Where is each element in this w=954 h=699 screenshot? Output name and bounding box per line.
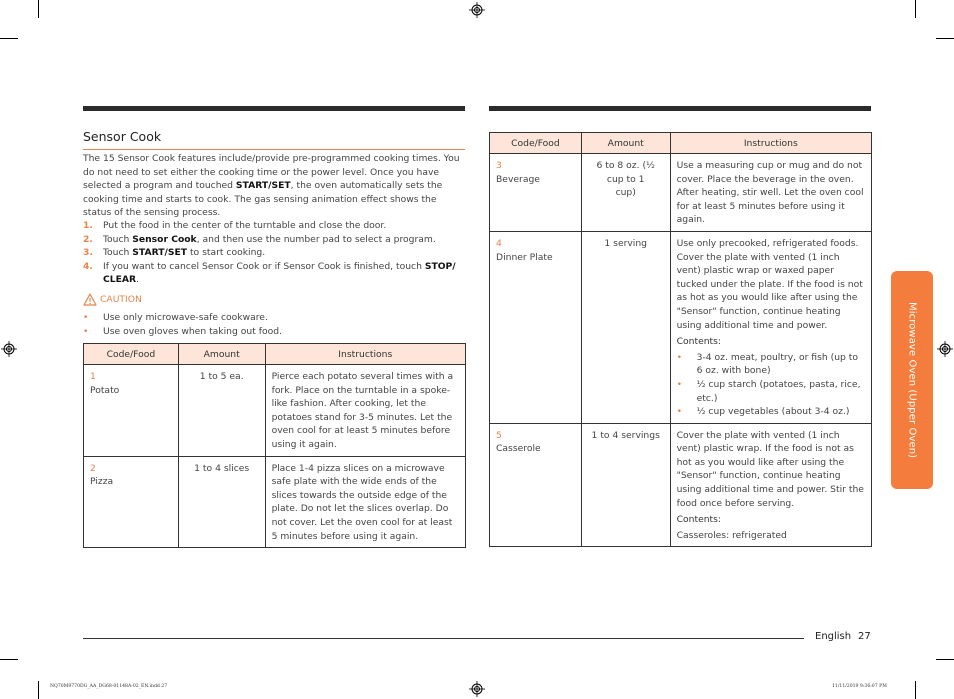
instructions-cell: Use only precooked, refrigerated foods. Cover the plate with vented (1 inch vent) plastic wrap or waxed paper tucked under the plate. If the food is not as hot as you would like after using the "Sensor" function, continue heating using additional time and power. Contents: • 3-4 oz. meat, poultry, or fish (up to 6 oz. with bone) • ½ cup starch (potatoes, pasta, rice, etc.) • ½ cup vegetables (about 3-4 oz.)	[670, 231, 871, 423]
amount-cell: 1 to 4 servings	[581, 423, 670, 547]
crop-mark	[936, 659, 954, 660]
sensor-cook-table-left	[83, 343, 466, 548]
instructions-cell: Place 1-4 pizza slices on a microwave safe plate with the wide ends of the slices towards the outside edge of the plate. Do not let the slices overlap. Do not cover. Let the oven cool for at least 5 minutes before using it again.	[265, 456, 465, 548]
section-title: Sensor Cook	[83, 129, 162, 144]
crop-mark	[936, 38, 954, 39]
contents-label: Contents:	[676, 514, 722, 526]
table-header-row	[490, 133, 872, 154]
contents-list	[677, 351, 865, 419]
steps-list	[83, 219, 467, 287]
registration-mark-icon	[1, 341, 17, 357]
side-tab-label: Microwave Oven (Upper Oven)	[906, 301, 918, 459]
top-bar-right	[489, 106, 871, 111]
registration-mark-icon	[469, 681, 485, 697]
table-row	[490, 231, 872, 423]
step-item: 1. Put the food in the center of the turntable and close the door.	[83, 220, 387, 231]
print-slug-date: 11/11/2019 9:36:07 PM	[832, 684, 887, 689]
crop-mark	[0, 38, 18, 39]
crop-mark	[38, 0, 39, 18]
amount-cell: 1 to 5 ea.	[178, 365, 265, 457]
top-bar-left	[83, 106, 465, 111]
header-code-food: Code/Food	[84, 344, 179, 365]
instructions-cell: Cover the plate with vented (1 inch vent) plastic wrap. If the food is not as hot as you would like after using the "Sensor" function, continue heating using additional time and power. Stir the food once before serving. Contents: Casseroles: refrigerated	[670, 423, 871, 547]
contents-text: Casseroles: refrigerated	[676, 529, 787, 541]
header-instructions: Instructions	[265, 344, 465, 365]
registration-mark-icon	[937, 341, 953, 357]
amount-cell: 1 to 4 slices	[178, 456, 265, 548]
code-food-cell: 2 Pizza	[84, 456, 179, 548]
chapter-side-tab	[891, 271, 933, 489]
footer-language: English	[815, 631, 852, 642]
intro-paragraph: The 15 Sensor Cook features include/provide pre-programmed cooking times. You do not need to set either the cooking time or the power level. Once you have selected a program and touched START/SET, the oven automatically sets the cooking time and starts to cook. The gas sensing animation effect shows the status of the sensing process.	[83, 153, 460, 219]
registration-mark-icon	[469, 2, 485, 18]
footer-rule	[83, 638, 804, 639]
list-item: • 3-4 oz. meat, poultry, or fish (up to 6 oz. with bone)	[676, 351, 859, 377]
instructions-cell: Pierce each potato several times with a fork. Place on the turntable in a spoke-like fashion. After cooking, let the potatoes stand for 3-5 minutes. Let the oven cool for at least 5 minutes before using it again.	[265, 365, 465, 457]
caution-item: • Use oven gloves when taking out food.	[83, 325, 282, 337]
step-item: 4. If you want to cancel Sensor Cook or if Sensor Cook is finished, touch STOP/ CLEAR.	[83, 260, 456, 286]
page-number: 27	[858, 631, 871, 642]
title-rule	[83, 149, 465, 150]
caution-label: CAUTION	[100, 294, 142, 305]
crop-mark	[38, 681, 39, 699]
step-item: 2. Touch Sensor Cook, and then use the number pad to select a program.	[83, 233, 436, 245]
sensor-cook-table-right	[489, 132, 872, 547]
table-row	[84, 456, 466, 548]
table-header-row	[84, 344, 466, 365]
code-food-cell: 4 Dinner Plate	[490, 231, 582, 423]
crop-mark	[915, 0, 916, 18]
warning-icon	[83, 293, 97, 306]
header-amount: Amount	[178, 344, 265, 365]
caution-item: • Use only microwave-safe cookware.	[83, 312, 268, 323]
contents-label: Contents:	[676, 336, 722, 348]
code-food-cell: 1 Potato	[84, 365, 179, 457]
header-code-food: Code/Food	[490, 133, 582, 154]
list-item: • ½ cup vegetables (about 3-4 oz.)	[676, 406, 850, 418]
caution-heading	[83, 293, 142, 306]
amount-cell: 1 serving	[581, 231, 670, 423]
code-food-cell: 3 Beverage	[490, 154, 582, 232]
caution-list	[83, 311, 282, 338]
code-food-cell: 5 Casserole	[490, 423, 582, 547]
print-slug-file: NQ70M9770DG_AA_DG68-01148A-02_EN.indd 27	[50, 684, 168, 689]
step-item: 3. Touch START/SET to start cooking.	[83, 247, 266, 259]
header-amount: Amount	[581, 133, 670, 154]
instructions-cell: Use a measuring cup or mug and do not cover. Place the beverage in the oven. After heating, stir well. Let the oven cool for at least 5 minutes before using it again.	[670, 154, 871, 232]
table-row	[84, 365, 466, 457]
crop-mark	[0, 659, 18, 660]
table-row	[490, 154, 872, 232]
list-item: • ½ cup starch (potatoes, pasta, rice, etc.)	[676, 378, 861, 404]
header-instructions: Instructions	[670, 133, 871, 154]
table-row	[490, 423, 872, 547]
crop-mark	[915, 681, 916, 699]
amount-cell: 6 to 8 oz. (½ cup to 1 cup)	[581, 154, 670, 232]
